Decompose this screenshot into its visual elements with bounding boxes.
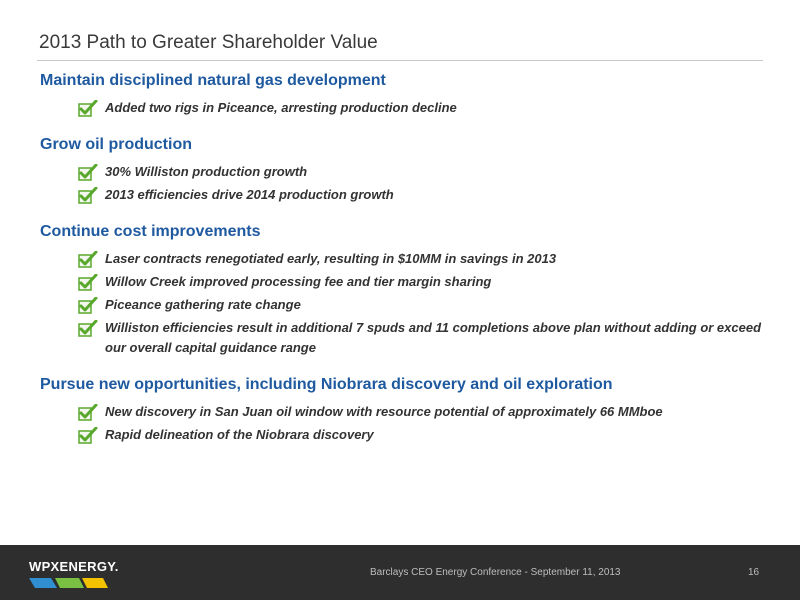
section-oil — [40, 134, 770, 205]
bullet-text: Willow Creek improved processing fee and tier margin sharing — [105, 274, 492, 289]
logo-text: WPXENERGY. — [29, 559, 119, 574]
section-heading: Grow oil production — [40, 136, 192, 153]
bullet-text: Laser contracts renegotiated early, resulting in $10MM in savings in 2013 — [105, 251, 557, 266]
bullet-item — [40, 425, 770, 445]
checkbox-checkmark-icon — [78, 164, 98, 181]
conference-footer-text: Barclays CEO Energy Conference - September 11, 2013 — [370, 567, 621, 578]
section-heading: Pursue new opportunities, including Niobrara discovery and oil exploration — [40, 376, 613, 393]
checkbox-checkmark-icon — [78, 100, 98, 117]
section-cost — [40, 221, 770, 358]
bullet-text: Rapid delineation of the Niobrara discovery — [105, 427, 374, 442]
section-heading: Maintain disciplined natural gas development — [40, 72, 386, 89]
bullet-item — [40, 98, 770, 118]
checkbox-checkmark-icon — [78, 251, 98, 268]
bullet-text: Piceance gathering rate change — [105, 297, 301, 312]
section-gas — [40, 70, 770, 118]
bullet-item — [40, 318, 770, 358]
bullet-text: New discovery in San Juan oil window with resource potential of approximately 66 MMboe — [105, 404, 663, 419]
bullet-text: 30% Williston production growth — [105, 164, 308, 179]
bullet-text: Williston efficiencies result in additional 7 spuds and 11 completions above plan without adding or exceed our overall capital guidance range — [105, 320, 762, 355]
title-divider — [37, 60, 763, 61]
logo-swoosh-icon — [29, 575, 139, 591]
bullet-item — [40, 272, 770, 292]
page-number: 16 — [748, 567, 760, 578]
checkbox-checkmark-icon — [78, 320, 98, 337]
slide-title: 2013 Path to Greater Shareholder Value — [39, 32, 378, 53]
checkbox-checkmark-icon — [78, 404, 98, 421]
bullet-text: 2013 efficiencies drive 2014 production growth — [105, 187, 394, 202]
bullet-item — [40, 162, 770, 182]
bullet-item — [40, 402, 770, 422]
footer-bar — [0, 545, 800, 600]
slide-content — [40, 70, 770, 461]
wpx-energy-logo — [29, 559, 139, 591]
bullet-item — [40, 295, 770, 315]
section-heading: Continue cost improvements — [40, 223, 261, 240]
checkbox-checkmark-icon — [78, 274, 98, 291]
checkbox-checkmark-icon — [78, 297, 98, 314]
checkbox-checkmark-icon — [78, 427, 98, 444]
section-opportunities — [40, 374, 770, 445]
checkbox-checkmark-icon — [78, 187, 98, 204]
bullet-text: Added two rigs in Piceance, arresting production decline — [105, 100, 457, 115]
bullet-item — [40, 185, 770, 205]
bullet-item — [40, 249, 770, 269]
